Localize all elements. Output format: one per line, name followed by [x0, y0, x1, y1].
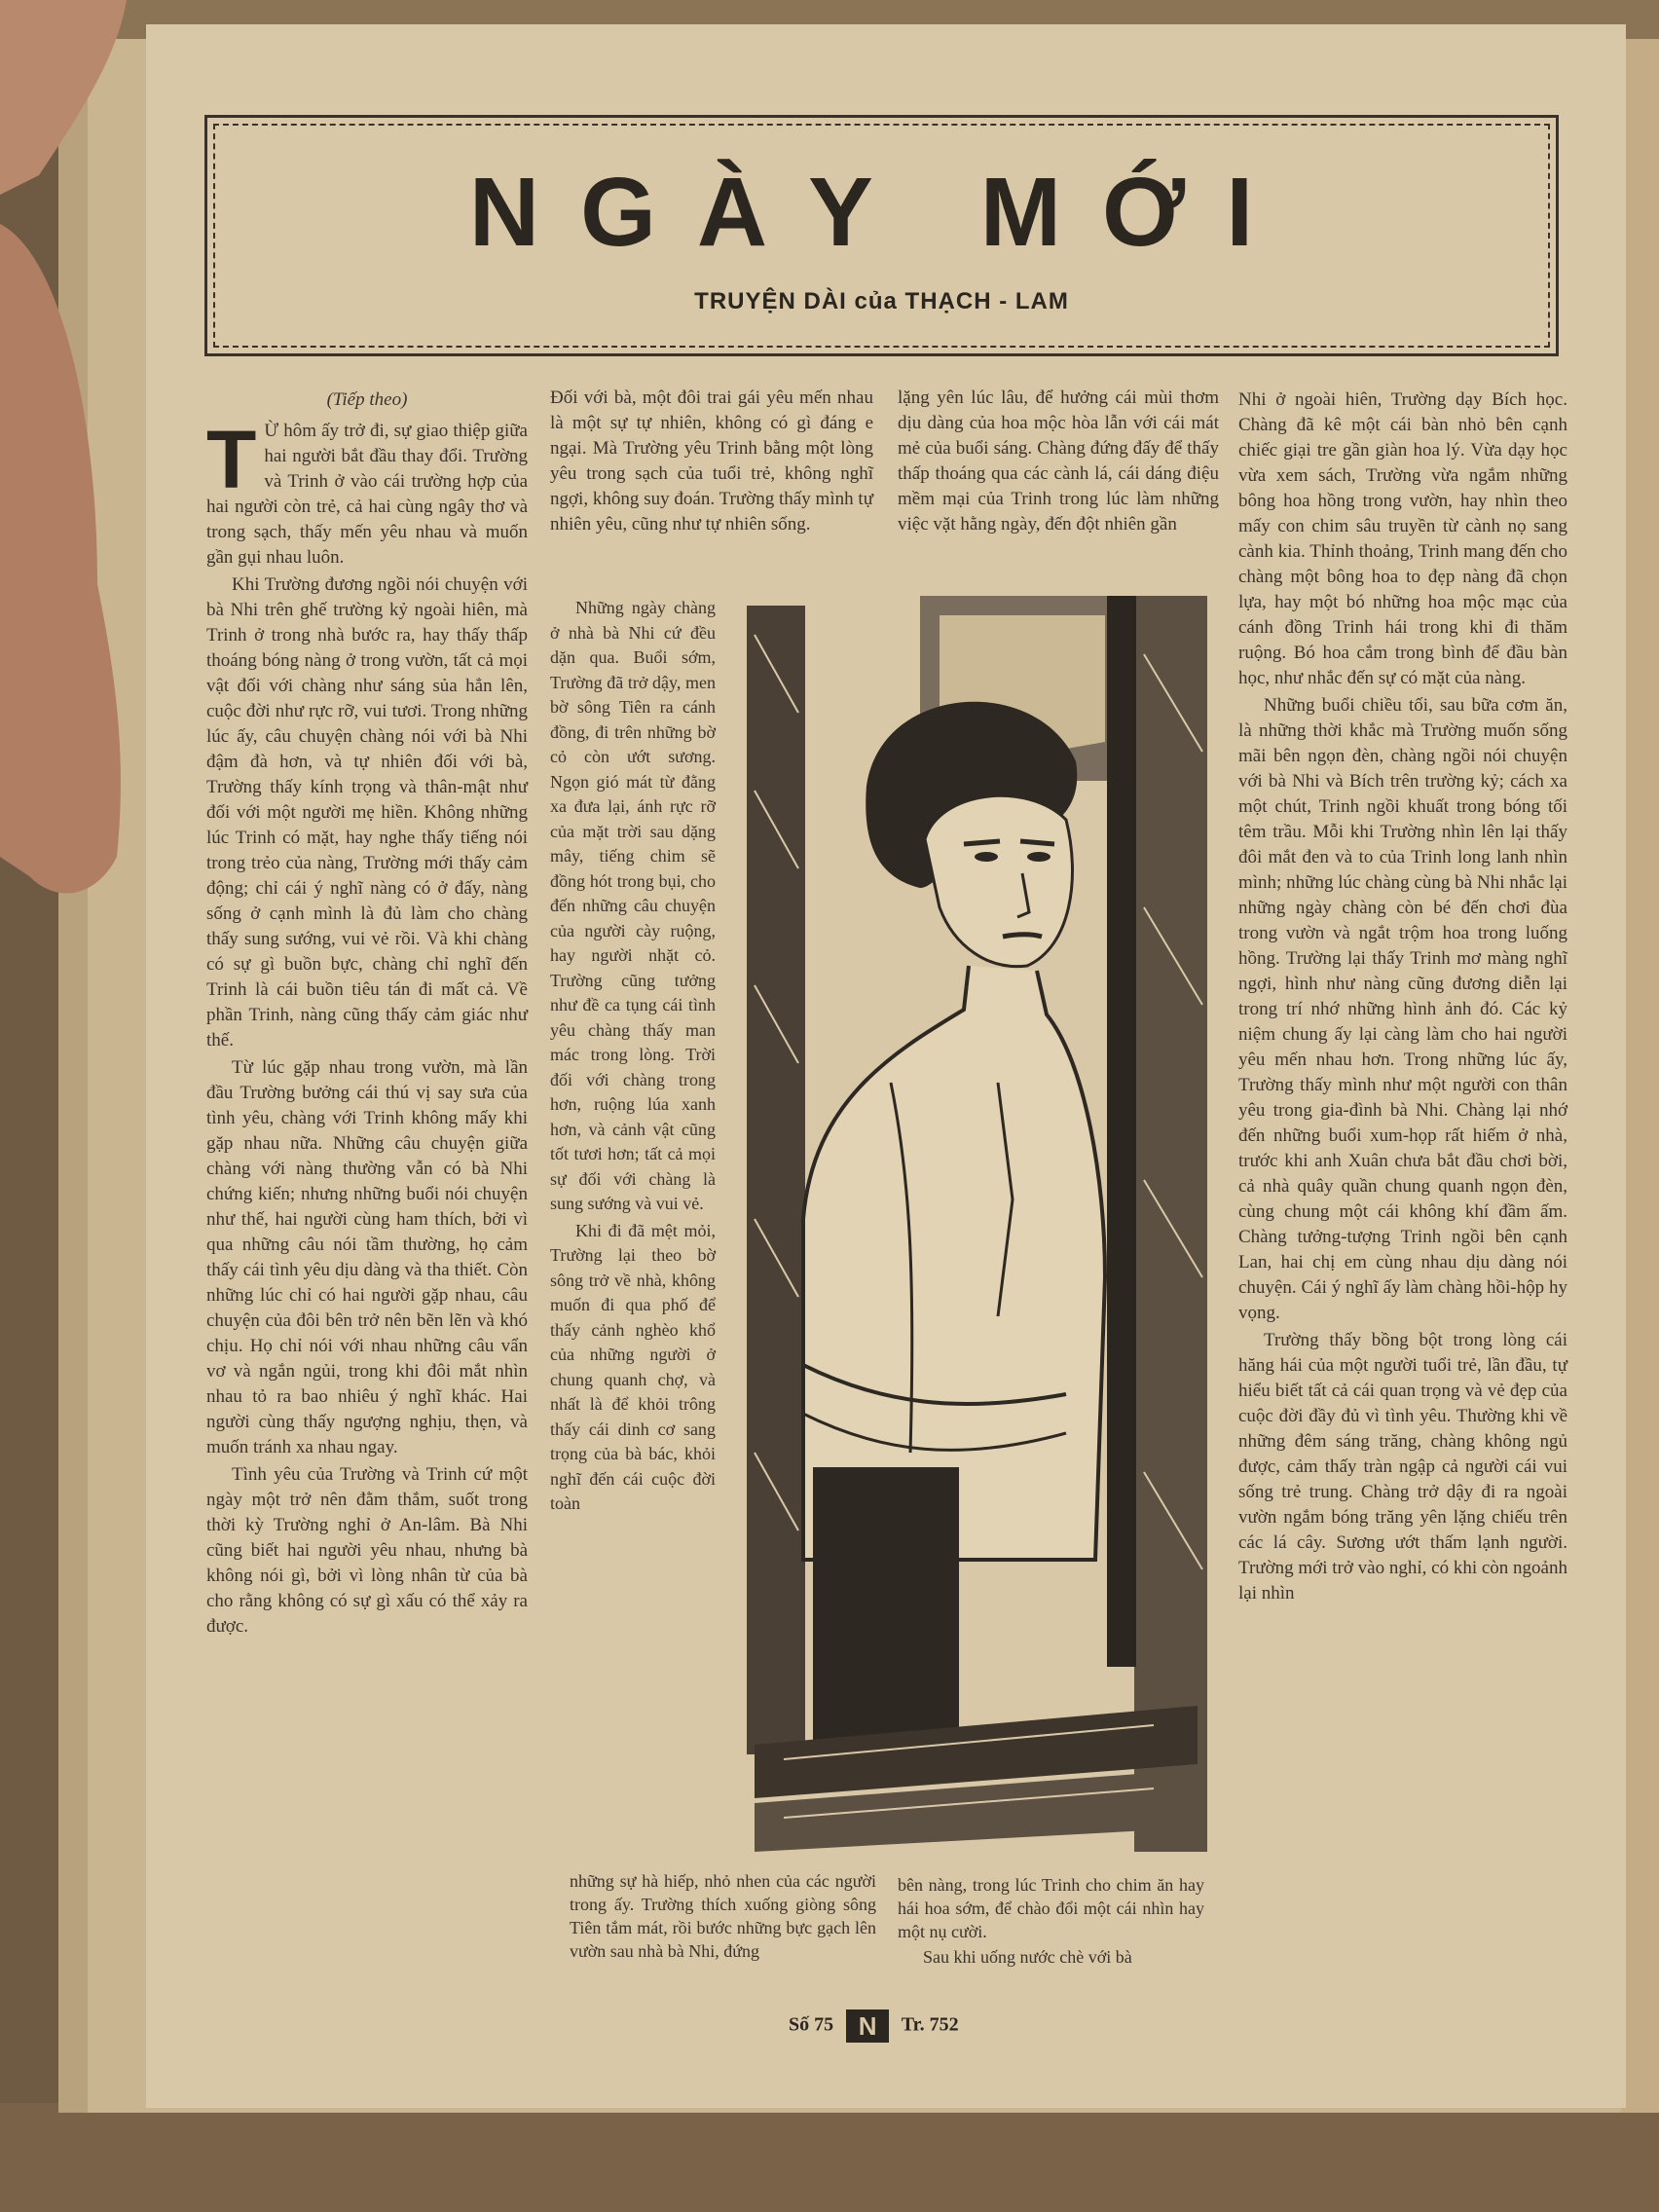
article-title: NGÀY MỚI [468, 158, 1295, 267]
byline [207, 288, 1556, 315]
column-1 [206, 387, 528, 1641]
page-number: Tr. 752 [901, 2013, 959, 2036]
paragraph: Đối với bà, một đôi trai gái yêu mến nhau là một sự tự nhiên, không có gì đáng e ngại. Mà Trường yêu Trinh bằng một lòng yêu trong sạch của tuổi trẻ, không nghĩ ngợi, không suy đoán. Trường thấy mình tự nhiên yêu, cũng như tự nhiên sống. [550, 387, 873, 535]
column-3-bottom [898, 1873, 1204, 1971]
woodcut-illustration [745, 596, 1212, 1852]
paragraph: bên nàng, trong lúc Trinh cho chim ăn hay hái hoa sớm, để chào đổi một cái nhìn hay một nụ cười. [898, 1875, 1204, 1941]
issue-number: Số 75 [789, 2013, 834, 2036]
paragraph: Trường thấy bồng bột trong lòng cái hăng hái của một người tuổi trẻ, lần đầu, tự hiểu biết tất cả cái quan trọng và vẻ đẹp của cuộc đời đầy đủ vì tình yêu. Thường khi về những đêm sáng trăng, chàng không ngủ được, cảm thấy tràn ngập cả người cái vui sống trẻ trung. Chàng trở dậy đi ra ngoài vườn ngắm bóng trăng yên lặng chiếu trên các lá cây. Sương ướt thấm lạnh người. Trường mới trở vào nghỉ, có khi còn ngoảnh lại nhìn [1238, 1330, 1567, 1604]
paragraph: Khi Trường đương ngồi nói chuyện với bà Nhi trên ghế trường kỷ ngoài hiên, mà Trinh ở trong nhà bước ra, hay thấy thấp thoáng bóng nàng ở trong vườn, tất cả mọi vật đối với chàng như sáng sủa hẳn lên, cuộc đời như rực rỡ, vui tươi. Trong những lúc ấy, câu chuyện chàng nói với bà Nhi đậm đà hơn, và tự nhiên đối với bà, Trường thấy kính trọng và thân-mật như đối với một người mẹ hiền. Không những lúc Trinh có mặt, hay nghe thấy tiếng nói trong trẻo của nàng, Trường mới thấy cảm động; chỉ cái ý nghĩ nàng có ở đấy, nàng sống ở cạnh mình là đủ làm cho chàng thấy sung sướng, vui vẻ rồi. Và khi chàng có sự gì buồn bực, chàng chỉ nghĩ đến Trinh là cái buồn tiêu tán đi mất cả. Về phần Trinh, nàng cũng thấy cảm giác như thế. [206, 574, 528, 1051]
paragraph: những sự hà hiếp, nhỏ nhen của các người trong ấy. Trường thích xuống giòng sông Tiên tắm mát, rồi bước những bực gạch lên vườn sau nhà bà Nhi, đứng [570, 1871, 876, 1961]
paragraph: Tình yêu của Trường và Trinh cứ một ngày một trở nên đằm thắm, suốt trong thời kỳ Trường nghỉ ở An-lâm. Bà Nhi cũng biết hai người yêu nhau, nhưng bà không nói gì, bởi vì lòng nhân từ của bà cho rằng không có sự gì xấu có thể xảy ra được. [206, 1464, 528, 1637]
continued-label: (Tiếp theo) [326, 389, 408, 410]
paragraph: Những ngày chàng ở nhà bà Nhi cứ đều dặn qua. Buổi sớm, Trường đã trở dậy, men bờ sông Tiên ra cánh đồng, đi trên những bờ cỏ còn ướt sương. Ngọn gió mát từ đằng xa đưa lại, ánh rực rỡ của mặt trời sau dặng mây, tiếng chim sẽ đồng hót trong bụi, cho đến những câu chuyện của người cày ruộng, hay người nhặt cỏ. Trường cũng tưởng như đề ca tụng cái tình yêu chàng thấy man mác trong lòng. Trời đối với chàng trong hơn, ruộng lúa xanh hơn, và cảnh vật cũng tốt tươi hơn; tất cả mọi sự đối với chàng là sung sướng và vui vẻ. [550, 598, 716, 1213]
paragraph: Những buổi chiều tối, sau bữa cơm ăn, là những thời khắc mà Trường muốn sống mãi bên ngọn đèn, chàng ngồi nói chuyện với bà Nhi và Bích trên trường kỷ; cách xa một chút, Trinh ngồi khuất trong bóng tối têm trầu. Mỗi khi Trường nhìn lên lại thấy đôi mắt đen và to của Trinh long lanh nhìn mình; những lúc chàng cùng bà Nhi nhắc lại những ngày chàng còn bé đến chơi đùa trong vườn và ngắt trộm hoa trong luống hồng. Trường lại thấy Trinh mơ màng nghĩ ngợi, hình như nàng cũng đương diễn lại trong trí nhớ những hình ảnh đó. Các kỷ niệm chung ấy lại càng làm cho hai người yêu mến nhau hơn. Trong những lúc ấy, Trường thấy mình như một người con thân yêu trong gia-đình bà Nhi. Chàng lại nhớ đến những buổi xum-họp rất hiếm ở nhà, trước khi anh Xuân chưa bắt đầu chơi bời, cả nhà quây quần chung quanh ngọn đèn, cùng chung một cái không khí đầm ấm. Chàng tưởng-tượng Trinh ngồi bên cạnh Lan, hai chị em cùng nhau dịu dàng nói chuyện. Cái ý nghĩ ấy làm chàng hồi-hộp hy vọng. [1238, 695, 1567, 1323]
paragraph: lặng yên lúc lâu, để hưởng cái mùi thơm dịu dàng của hoa mộc hòa lẫn với cái mát mẻ của buổi sáng. Chàng đứng đấy để thấy thấp thoáng qua các cành lá, cái dáng điệu mềm mại của Trinh trong lúc làm những việc vặt hằng ngày, đến đột nhiên gần [898, 387, 1219, 535]
byline-prefix: TRUYỆN DÀI của [694, 288, 898, 314]
dropcap: T [206, 414, 257, 505]
paragraph: Từ lúc gặp nhau trong vườn, mà lần đầu Trường bưởng cái thú vị say sưa của tình yêu, chàng với Trinh không mấy khi gặp nhau nữa. Những câu chuyện giữa chàng với nàng thường vẫn có bà Nhi chứng kiến; nhưng những buổi nói chuyện như thế, hai người cùng ham thích, bởi vì qua những câu nói tầm thường, họ cảm thấy cái tình yêu dịu dàng và tha thiết. Còn những lúc chỉ có hai người gặp nhau, câu chuyện của đôi bên trở nên bẽn lẽn và khó chịu. Họ chỉ nói với nhau những câu vẩn vơ và ngắn ngủi, trong khi đôi mắt nhìn nhau tỏ ra bao nhiêu ý nghĩ khác. Hai người cùng thấy ngượng nghịu, thẹn, và muốn tránh xa nhau ngay. [206, 1057, 528, 1457]
column-2-narrow [550, 596, 716, 1519]
title-box [204, 115, 1559, 356]
magazine-logo: N [846, 2009, 889, 2043]
paragraph: Khi đi đã mệt mỏi, Trường lại theo bờ sông trở về nhà, không muốn đi qua phố để thấy cảnh nghèo khổ của những người ở chung quanh chợ, và nhất là để khỏi trông thấy cái dinh cơ sang trọng của bà bác, khỏi nghĩ đến cái cuộc đời toàn [550, 1220, 716, 1513]
author-name: THẠCH - LAM [904, 288, 1069, 314]
paragraph [206, 414, 528, 571]
column-4 [1238, 387, 1567, 1608]
page-footer [789, 2009, 959, 2043]
column-3-top [898, 386, 1219, 539]
column-2-bottom [570, 1869, 876, 1965]
paragraph: Sau khi uống nước chè với bà [923, 1947, 1132, 1967]
paragraph: Nhi ở ngoài hiên, Trường dạy Bích học. Chàng đã kê một cái bàn nhỏ bên cạnh chiếc giại tre gần giàn hoa lý. Vừa dạy học vừa xem sách, Trường vừa ngắm những bông hoa hồng trong vườn, hay nhìn theo mấy con chim sâu truyền từ cành nọ sang cành kia. Thỉnh thoảng, Trinh mang đến cho chàng một bông hoa to đẹp nàng đã chọn lựa, hay một bó những hoa mộc mạc của cánh đồng Trinh hái trong khi đi thăm ruộng. Bó hoa cắm trong bình để đầu bàn học, như nhắc đến sự có mặt của nàng. [1238, 389, 1567, 688]
paragraph-text: Ừ hôm ấy trở đi, sự giao thiệp giữa hai người bắt đầu thay đổi. Trường và Trinh ở vào cái trường hợp của hai người còn trẻ, cả hai cùng ngây thơ và trong sạch, thấy mến yêu nhau và muốn gần gụi nhau luôn. [206, 421, 528, 568]
column-2-top [550, 386, 873, 539]
